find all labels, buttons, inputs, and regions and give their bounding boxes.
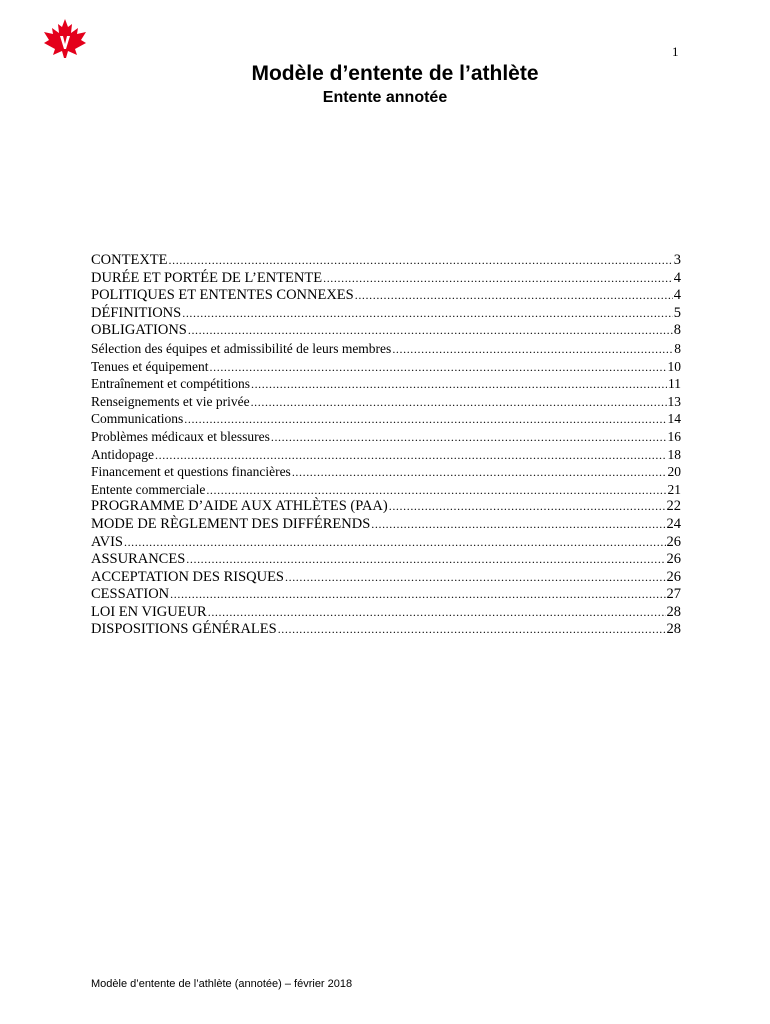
toc-entry[interactable]	[91, 604, 681, 622]
toc-entry-title: MODE DE RÈGLEMENT DES DIFFÉRENDS	[91, 515, 371, 532]
toc-entry[interactable]	[91, 287, 681, 305]
toc-entry-page: 5	[673, 304, 681, 321]
toc-leader-dots	[323, 270, 673, 288]
toc-entry-page: 26	[666, 551, 681, 568]
toc-entry-title: PROGRAMME D’AIDE AUX ATHLÈTES (PAA)	[91, 498, 388, 515]
toc-entry[interactable]	[91, 428, 681, 446]
toc-leader-dots	[278, 621, 666, 639]
toc-entry-title: ACCEPTATION DES RISQUES	[91, 568, 284, 585]
toc-entry-page: 26	[666, 568, 681, 585]
toc-leader-dots	[206, 482, 666, 500]
toc-entry[interactable]	[91, 252, 681, 270]
toc-leader-dots	[355, 287, 673, 305]
toc-entry-page: 18	[667, 446, 681, 462]
toc-leader-dots	[182, 305, 673, 323]
toc-leader-dots	[371, 516, 665, 534]
toc-entry-title: POLITIQUES ET ENTENTES CONNEXES	[91, 287, 354, 304]
toc-leader-dots	[392, 341, 673, 359]
table-of-contents	[91, 252, 681, 639]
toc-entry-page: 4	[673, 269, 681, 286]
toc-leader-dots	[208, 604, 666, 622]
toc-leader-dots	[124, 534, 666, 552]
toc-leader-dots	[292, 464, 667, 482]
toc-entry[interactable]	[91, 516, 681, 534]
toc-entry[interactable]	[91, 534, 681, 552]
document-title: Modèle d’entente de l’athlète	[251, 62, 539, 85]
maple-leaf-icon	[42, 18, 88, 58]
toc-entry-title: Entraînement et compétitions	[91, 376, 250, 392]
toc-entry[interactable]	[91, 358, 681, 376]
toc-entry-page: 24	[666, 515, 681, 532]
toc-entry-title: DURÉE ET PORTÉE DE L’ENTENTE	[91, 269, 323, 286]
toc-leader-dots	[169, 252, 673, 270]
toc-leader-dots	[186, 551, 665, 569]
page-footer: Modèle d’entente de l’athlète (annotée) – février 2018	[91, 978, 353, 990]
toc-leader-dots	[389, 498, 666, 516]
toc-entry-page: 28	[666, 621, 681, 638]
toc-entry-page: 8	[674, 340, 681, 356]
toc-leader-dots	[271, 429, 667, 447]
toc-entry-title: DÉFINITIONS	[91, 304, 182, 321]
toc-entry-title: AVIS	[91, 533, 123, 550]
toc-entry-title: DISPOSITIONS GÉNÉRALES	[91, 621, 277, 638]
toc-entry-page: 21	[667, 481, 681, 497]
toc-entry[interactable]	[91, 481, 681, 499]
document-subtitle: Entente annotée	[322, 89, 448, 106]
toc-entry[interactable]	[91, 270, 681, 288]
toc-entry[interactable]	[91, 446, 681, 464]
toc-entry-title: Financement et questions financières	[91, 464, 291, 480]
toc-entry[interactable]	[91, 393, 681, 411]
toc-leader-dots	[251, 394, 667, 412]
page-number: 1	[672, 44, 679, 59]
toc-entry[interactable]	[91, 340, 681, 358]
toc-entry-page: 4	[673, 287, 681, 304]
toc-leader-dots	[285, 569, 666, 587]
toc-leader-dots	[210, 359, 667, 377]
toc-entry[interactable]	[91, 586, 681, 604]
toc-entry-title: CONTEXTE	[91, 252, 168, 268]
toc-leader-dots	[251, 376, 667, 394]
toc-leader-dots	[155, 447, 667, 465]
toc-entry-title: LOI EN VIGUEUR	[91, 603, 207, 620]
toc-entry-page: 20	[667, 464, 681, 480]
toc-entry[interactable]	[91, 463, 681, 481]
toc-entry[interactable]	[91, 322, 681, 340]
toc-leader-dots	[188, 322, 673, 340]
toc-leader-dots	[170, 586, 665, 604]
toc-entry-page: 13	[667, 393, 681, 409]
toc-entry-page: 11	[668, 376, 681, 392]
toc-entry-title: Renseignements et vie privée	[91, 393, 250, 409]
toc-entry-page: 16	[667, 428, 681, 444]
toc-entry-page: 14	[667, 411, 681, 427]
toc-entry-page: 22	[666, 498, 681, 515]
toc-entry-title: Sélection des équipes et admissibilité de leurs membres	[91, 340, 392, 356]
toc-entry[interactable]	[91, 551, 681, 569]
toc-entry-page: 27	[666, 586, 681, 603]
toc-entry-title: OBLIGATIONS	[91, 322, 187, 339]
toc-entry-title: Problèmes médicaux et blessures	[91, 428, 270, 444]
toc-entry-title: Tenues et équipement	[91, 358, 209, 374]
toc-entry[interactable]	[91, 621, 681, 639]
toc-entry-title: Entente commerciale	[91, 481, 206, 497]
toc-entry-page: 3	[673, 252, 681, 268]
toc-entry[interactable]	[91, 569, 681, 587]
toc-entry-title: CESSATION	[91, 586, 170, 603]
toc-entry-page: 10	[667, 358, 681, 374]
toc-entry-page: 8	[673, 322, 681, 339]
toc-entry[interactable]	[91, 498, 681, 516]
toc-entry[interactable]	[91, 410, 681, 428]
toc-entry-title: Antidopage	[91, 446, 154, 462]
toc-entry[interactable]	[91, 305, 681, 323]
toc-leader-dots	[184, 411, 666, 429]
toc-entry-title: Communications	[91, 411, 184, 427]
toc-entry[interactable]	[91, 375, 681, 393]
toc-entry-page: 28	[666, 603, 681, 620]
toc-entry-title: ASSURANCES	[91, 551, 186, 568]
toc-entry-page: 26	[666, 533, 681, 550]
